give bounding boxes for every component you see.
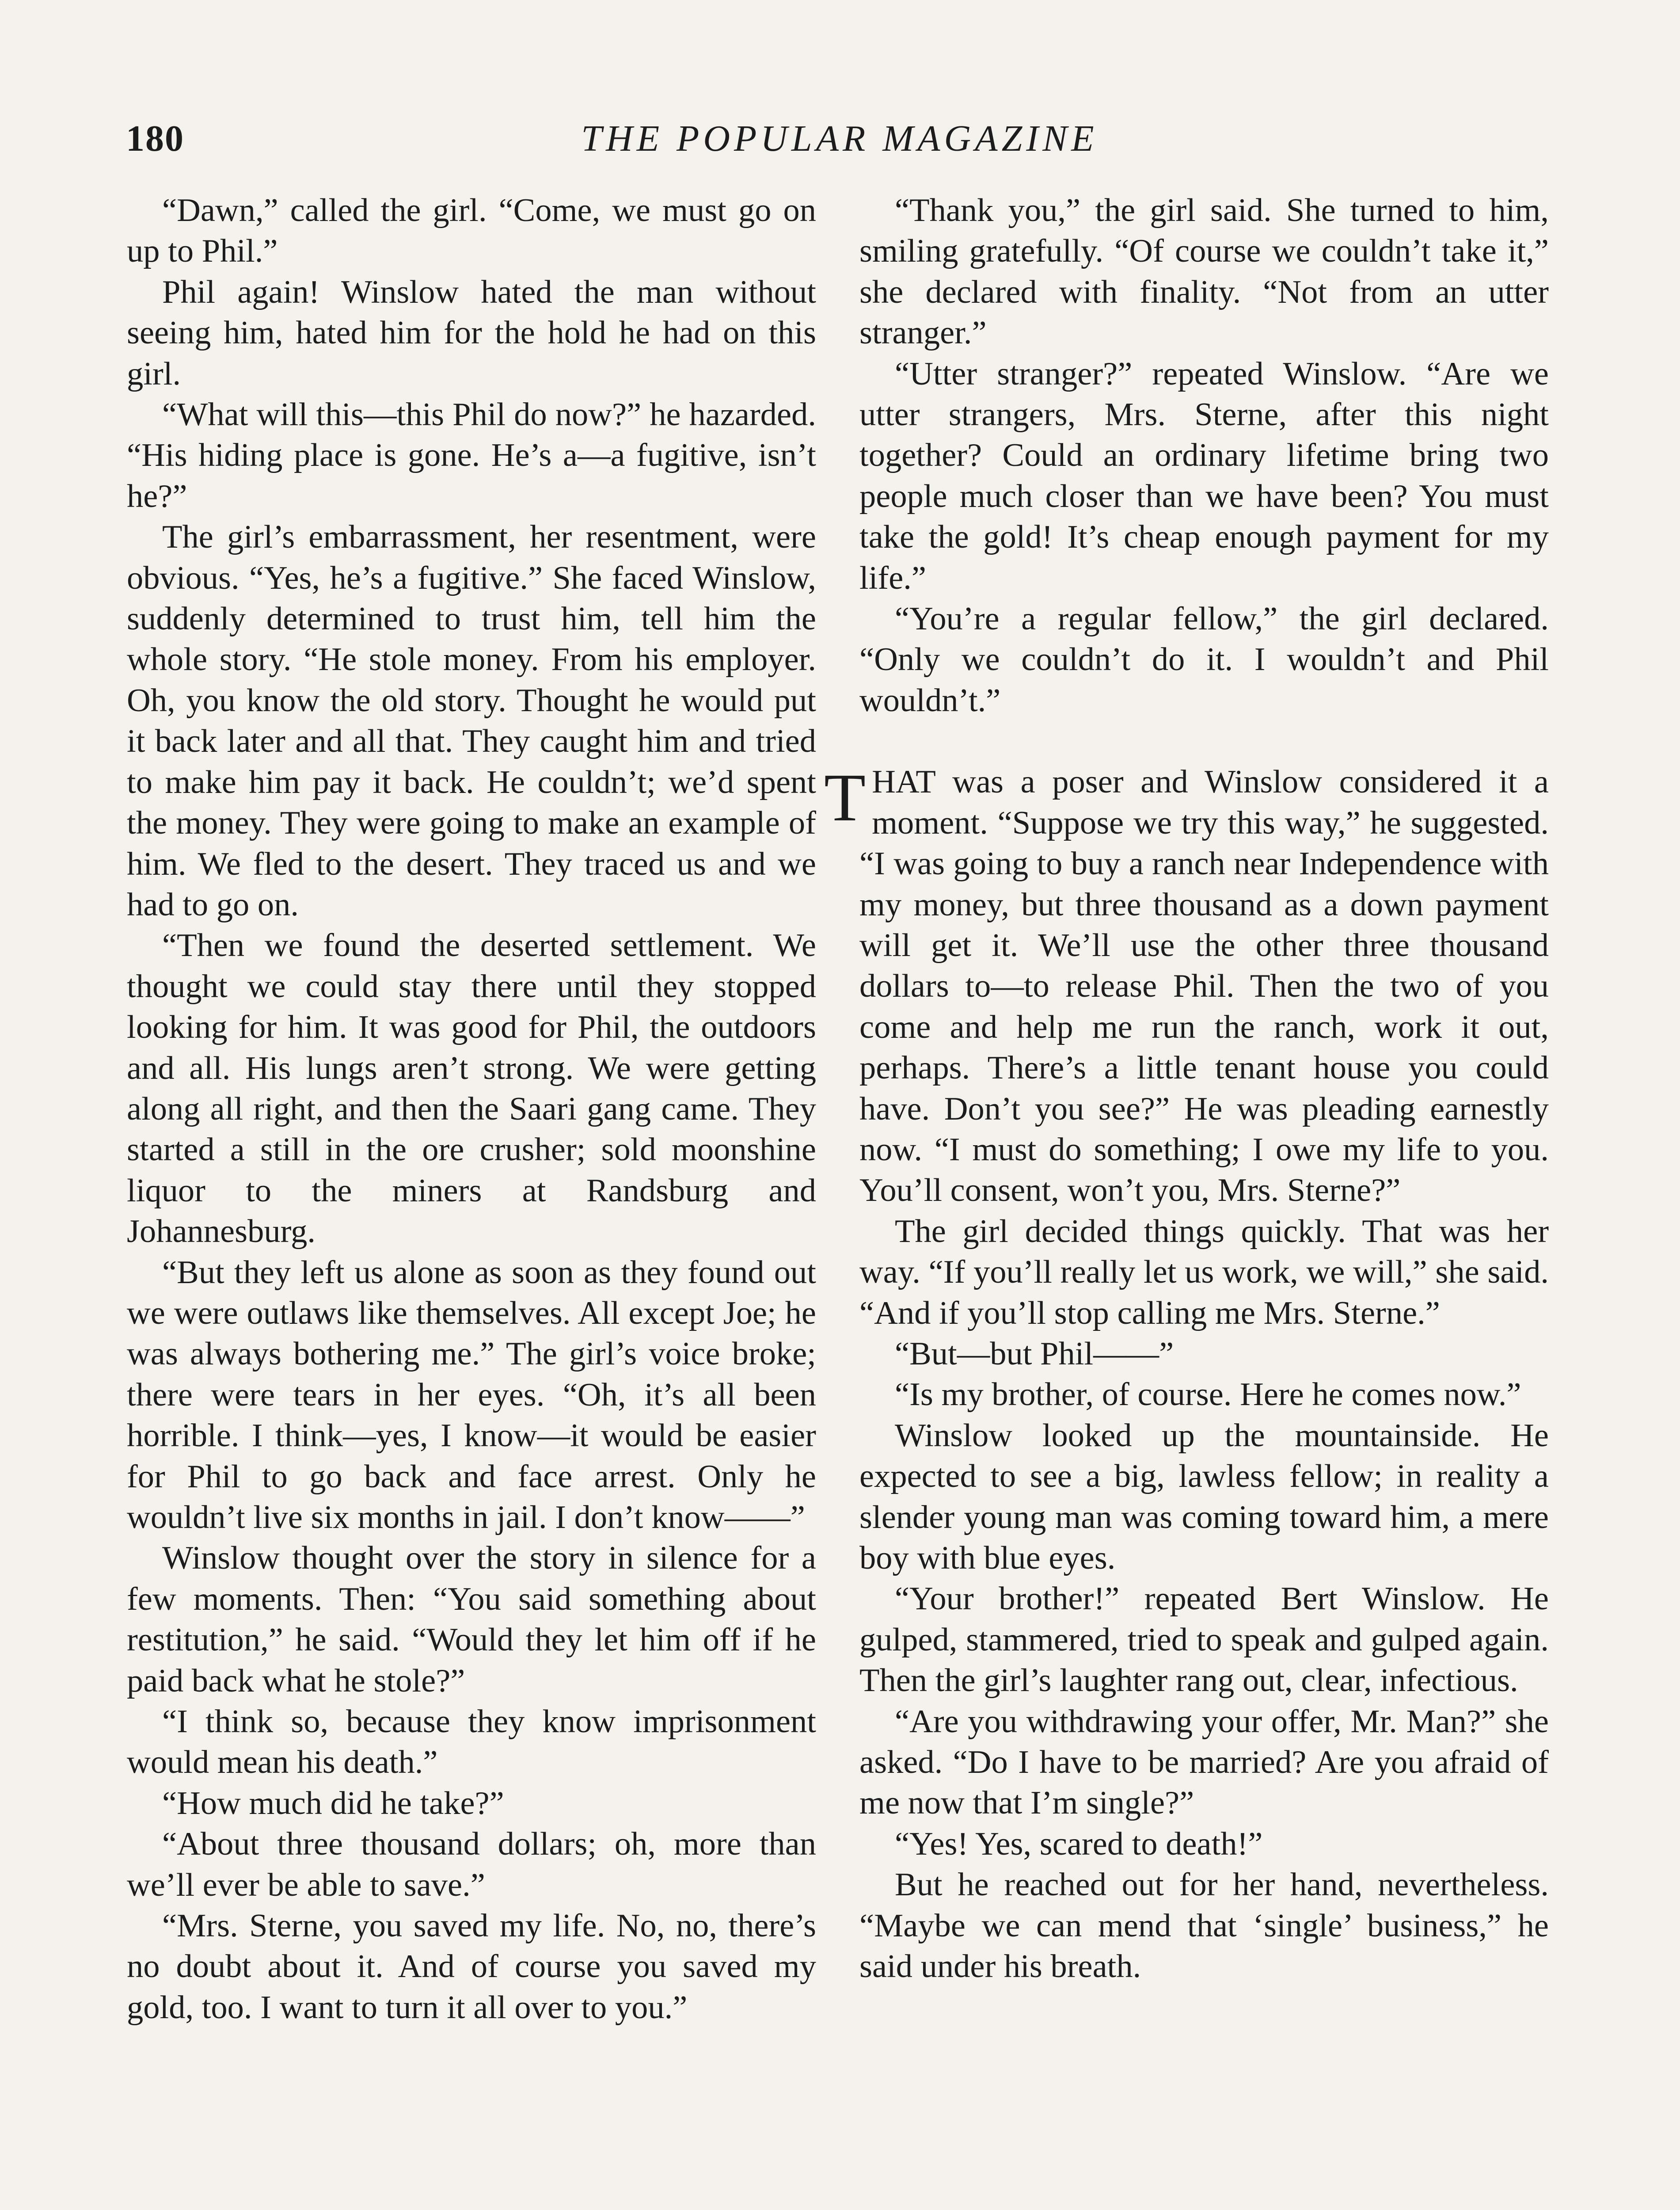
paragraph: “Yes! Yes, scared to death!” [895,1825,1263,1862]
paragraph: “I think so, because they know imprisonment would mean his death.” [127,1703,816,1781]
paragraph: “But—but Phil——” [895,1335,1174,1372]
paragraph: “Utter stranger?” repeated Winslow. “Are we utter strangers, Mrs. Sterne, after this night together? Could an ordinary lifetime bring two people much closer than we have been? You must take the gold! It’s cheap enough payment for my life.” [859,355,1549,596]
section-first-paragraph-text: HAT was a poser and Winslow considered it a moment. “Suppose we try this way,” he suggested. “I was going to buy a ranch near Independence with my money, but three thousand as a down payment will get it. We’ll use the other three thousand dollars to—to release Phil. Then the two of you come and help me run the ranch, work it out, perhaps. There’s a little tenant house you could have. Don’t you see?” He was pleading earnestly now. “I must do something; I owe my life to you. You’ll consent, won’t you, Mrs. Sterne?” [859,764,1549,1209]
paragraph: “You’re a regular fellow,” the girl declared. “Only we couldn’t do it. I wouldn’t and Phil wouldn’t.” [859,601,1549,719]
paragraph: The girl’s embarrassment, her resentment, were obvious. “Yes, he’s a fugitive.” She faced Winslow, suddenly determined to trust him, tell him the whole story. “He stole money. From his employer. Oh, you know the old story. Thought he would put it back later and all that. They caught him and tried to make him pay it back. He couldn’t; we’d spent the money. They were going to make an example of him. We fled to the desert. They traced us and we had to go on. [127,519,816,923]
paragraph: “Is my brother, of course. Here he comes now.” [895,1376,1521,1413]
paragraph: “Dawn,” called the girl. “Come, we must go on up to Phil.” [127,192,816,270]
paragraph: Winslow looked up the mountainside. He expected to see a big, lawless fellow; in reality a slender young man was coming toward him, a mere boy with blue eyes. [859,1417,1549,1576]
page-number: 180 [126,118,184,159]
paragraph: “How much did he take?” [162,1785,504,1821]
page-header [126,113,1553,170]
section-first-paragraph [824,760,1549,1211]
dropcap: T [824,760,866,836]
paragraph: Winslow thought over the story in silence for a few moments. Then: “You said something about restitution,” he said. “Would they let him off if he paid back what he stole?” [127,1540,816,1699]
paragraph: “Mrs. Sterne, you saved my life. No, no, there’s no doubt about it. And of course you saved my gold, too. I want to turn it all over to you.” [127,1908,816,2026]
paragraph: “But they left us alone as soon as they found out we were outlaws like themselves. All except Joe; he was always bothering me.” The girl’s voice broke; there were tears in her eyes. “Oh, it’s all been horrible. I think—yes, I know—it would be easier for Phil to go back and face arrest. Only he wouldn’t live six months in jail. I don’t know——” [127,1254,816,1536]
paragraph: “What will this—this Phil do now?” he hazarded. “His hiding place is gone. He’s a—a fugitive, isn’t he?” [127,396,816,514]
right-column [824,190,1549,1987]
paragraph: But he reached out for her hand, nevertheless. “Maybe we can mend that ‘single’ business,” he said under his breath. [859,1867,1549,1985]
paragraph: “Are you withdrawing your offer, Mr. Man?” she asked. “Do I have to be married? Are you afraid of me now that I’m single?” [859,1703,1549,1821]
paragraph: The girl decided things quickly. That was her way. “If you’ll really let us work, we will,” she said. “And if you’ll stop calling me Mrs. Sterne.” [859,1213,1549,1331]
paragraph: “Your brother!” repeated Bert Winslow. He gulped, stammered, tried to speak and gulped again. Then the girl’s laughter rang out, clear, infectious. [859,1581,1549,1699]
paragraph: “Thank you,” the girl said. She turned to him, smiling gratefully. “Of course we couldn’t take it,” she declared with finality. “Not from an utter stranger.” [859,192,1549,351]
paragraph: “Then we found the deserted settlement. We thought we could stay there until they stopped looking for him. It was good for Phil, the outdoors and all. His lungs aren’t strong. We were getting along all right, and then the Saari gang came. They started a still in the ore crusher; sold moonshine liquor to the miners at Randsburg and Johannesburg. [127,927,816,1250]
paragraph: Phil again! Winslow hated the man without seeing him, hated him for the hold he had on this girl. [127,274,816,392]
paragraph: “About three thousand dollars; oh, more than we’ll ever be able to save.” [127,1826,816,1903]
left-column [127,190,816,2028]
magazine-title: THE POPULAR MAGAZINE [581,118,1098,159]
